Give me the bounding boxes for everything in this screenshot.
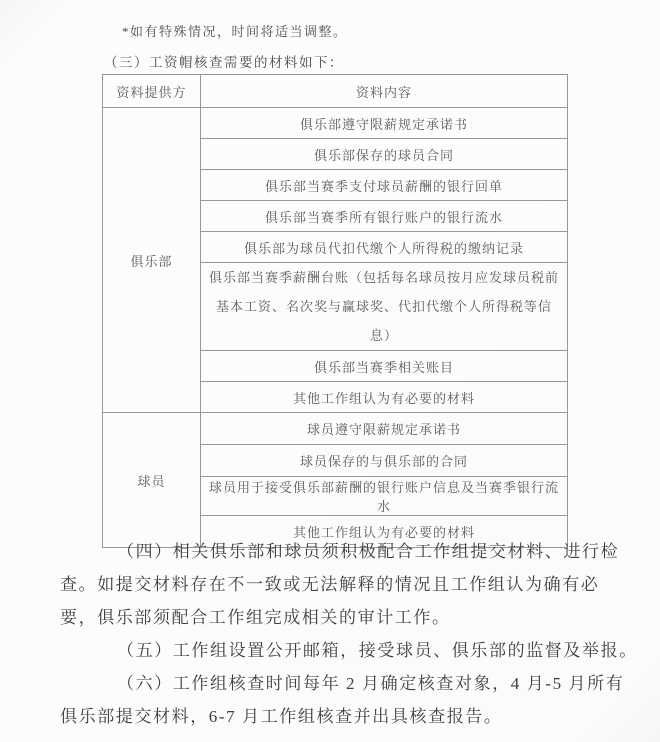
- provider-cell-club: 俱乐部: [103, 108, 201, 413]
- material-item-cell: 俱乐部当赛季薪酬台账（包括每名球员按月应发球员税前基本工资、名次奖与赢球奖、代扣代缴个人所得税等信息）: [201, 263, 568, 351]
- material-item-cell: 俱乐部保存的球员合同: [201, 139, 568, 170]
- material-item-cell: 其他工作组认为有必要的材料: [201, 516, 568, 548]
- material-item-cell: 俱乐部为球员代扣代缴个人所得税的缴纳记录: [201, 232, 568, 263]
- body-paragraphs: [60, 535, 640, 733]
- table-row: [103, 413, 568, 445]
- material-item-cell: 俱乐部当赛季支付球员薪酬的银行回单: [201, 170, 568, 201]
- material-item-cell: 球员保存的与俱乐部的合同: [201, 445, 568, 477]
- paragraph-line: （六）工作组核查时间每年 2 月确定核查对象，4 月-5 月所有: [117, 674, 625, 693]
- provider-cell-player: 球员: [103, 413, 201, 548]
- material-item-cell: 俱乐部遵守限薪规定承诺书: [201, 108, 568, 139]
- paragraph-4: [60, 535, 640, 634]
- special-note: *如有特殊情况，时间将适当调整。: [122, 24, 348, 39]
- material-item-cell: 俱乐部当赛季所有银行账户的银行流水: [201, 201, 568, 232]
- paragraph-6: [60, 667, 640, 733]
- material-item-cell: 球员遵守限薪规定承诺书: [201, 413, 568, 445]
- content-column-header: 资料内容: [201, 75, 568, 108]
- section-3-heading: （三）工资帽核查需要的材料如下：: [104, 55, 344, 70]
- material-item-cell: 俱乐部当赛季相关账目: [201, 351, 568, 382]
- provider-column-header: 资料提供方: [103, 75, 201, 108]
- paragraph-line: 查。如提交材料存在不一致或无法解释的情况且工作组认为确有必: [60, 575, 600, 594]
- table-row: [103, 108, 568, 139]
- materials-table: [102, 74, 568, 548]
- material-item-cell: 球员用于接受俱乐部薪酬的银行账户信息及当赛季银行流水: [201, 477, 568, 516]
- paragraph-5: [60, 634, 640, 667]
- paragraph-line: （五）工作组设置公开邮箱，接受球员、俱乐部的监督及举报。: [117, 641, 638, 660]
- paragraph-line: 俱乐部提交材料，6-7 月工作组核查并出具核查报告。: [60, 707, 503, 726]
- material-item-cell: 其他工作组认为有必要的材料: [201, 382, 568, 413]
- paragraph-line: 要，俱乐部须配合工作组完成相关的审计工作。: [60, 608, 451, 627]
- table-header-row: [103, 75, 568, 108]
- paragraph-line: （四）相关俱乐部和球员须积极配合工作组提交材料、进行检: [117, 542, 620, 561]
